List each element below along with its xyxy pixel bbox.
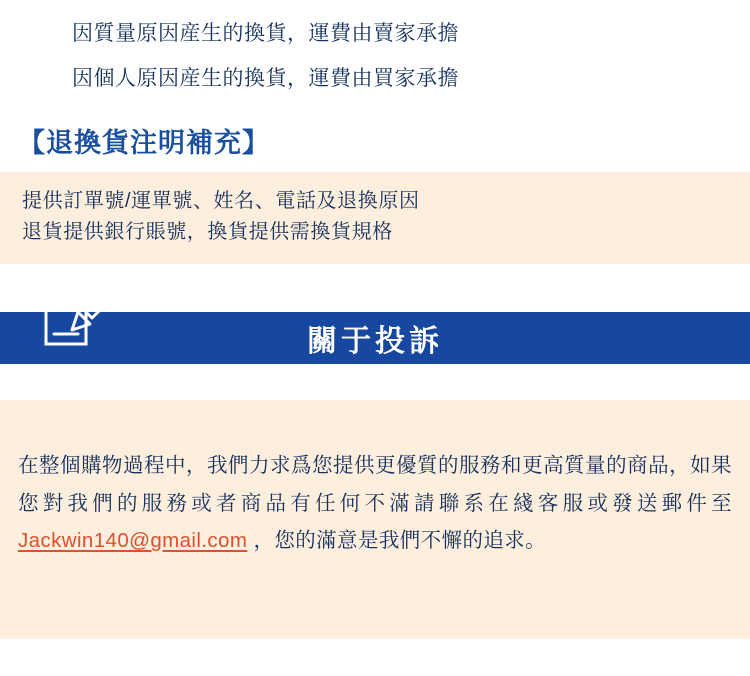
complaint-block [0, 400, 750, 639]
support-email-link[interactable]: Jackwin140@gmail.com [18, 529, 248, 553]
complaint-text-before-email: 在整個購物過程中，我們力求爲您提供更優質的服務和更高質量的商品，如果您對我們的服務或者商品有任何不滿請聯系在綫客服或發送郵件至 [18, 453, 732, 515]
note-line: 提供訂單號/運單號、姓名、電話及退換原因 [22, 190, 420, 213]
pencil-edit-icon [38, 282, 114, 358]
note-block [0, 172, 750, 264]
complaint-text-after-email: ，您的滿意是我們不懈的追求。 [247, 529, 547, 553]
policy-line: 因質量原因産生的換貨，運費由賣家承擔 [72, 22, 459, 45]
policy-lines [0, 0, 750, 95]
banner-title: 關于投訴 [307, 325, 443, 359]
note-section-heading: 【退換貨注明補充】 [18, 128, 270, 159]
complaint-paragraph [18, 447, 732, 561]
policy-line: 因個人原因産生的換貨，運費由買家承擔 [72, 66, 459, 90]
complaint-banner [0, 312, 750, 374]
note-line: 退貨提供銀行賬號，換貨提供需換貨規格 [22, 221, 393, 244]
